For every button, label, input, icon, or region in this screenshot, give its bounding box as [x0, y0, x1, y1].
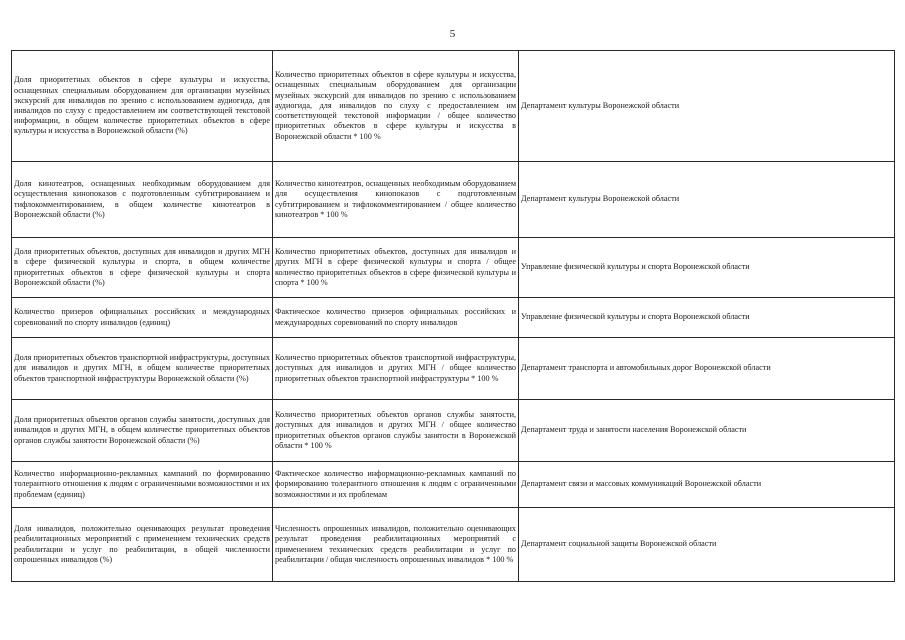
indicator-cell: Доля приоритетных объектов в сфере культуры и искусства, оснащенных специальным оборудованием для организации музейных экскурсий для инвалидов по зрению с использованием аудиогида, для инвалидов по слуху с предоставлением им соответствующей текстовой информации, в общем количестве приоритетных объектов в сфере культуры и искусства в Воронежской области (%)	[12, 51, 273, 162]
formula-cell: Количество приоритетных объектов органов службы занятости, доступных для инвалидов и других МГН / общее количество приоритетных объектов органов службы занятости в Воронежской области * 100 %	[273, 400, 519, 462]
indicator-cell: Доля кинотеатров, оснащенных необходимым оборудованием для осуществления кинопоказов с подготовленным субтитрированием и тифлокомментированием, в общем количестве кинотеатров в Воронежской области (%)	[12, 162, 273, 238]
responsible-cell: Департамент связи и массовых коммуникаций Воронежской области	[519, 462, 895, 508]
table-row	[12, 462, 895, 508]
table-row	[12, 51, 895, 162]
indicator-cell: Доля приоритетных объектов органов службы занятости, доступных для инвалидов и других МГН, в общем количестве приоритетных объектов органов службы занятости Воронежской области (%)	[12, 400, 273, 462]
responsible-cell: Департамент культуры Воронежской области	[519, 51, 895, 162]
formula-cell: Количество приоритетных объектов транспортной инфраструктуры, доступных для инвалидов и других МГН / общее количество приоритетных объектов транспортной инфраструктуры * 100 %	[273, 338, 519, 400]
responsible-cell: Управление физической культуры и спорта Воронежской области	[519, 238, 895, 298]
indicator-cell: Доля инвалидов, положительно оценивающих результат проведения реабилитационных мероприятий с применением технических средств реабилитации и услуг по реабилитации, в общей численности опрошенных инвалидов (%)	[12, 508, 273, 582]
formula-cell: Фактическое количество информационно-рекламных кампаний по формированию толерантного отношения к людям с ограниченными возможностями и их проблемам	[273, 462, 519, 508]
responsible-cell: Управление физической культуры и спорта Воронежской области	[519, 298, 895, 338]
formula-cell: Количество кинотеатров, оснащенных необходимым оборудованием для осуществления кинопоказов с подготовленным субтитрированием и тифлокомментированием / общее количество кинотеатров * 100 %	[273, 162, 519, 238]
indicator-cell: Доля приоритетных объектов транспортной инфраструктуры, доступных для инвалидов и других МГН, в общем количестве приоритетных объектов транспортной инфраструктуры Воронежской области (%)	[12, 338, 273, 400]
table-row	[12, 238, 895, 298]
responsible-cell: Департамент культуры Воронежской области	[519, 162, 895, 238]
indicator-cell: Доля приоритетных объектов, доступных для инвалидов и других МГН в сфере физической культуры и спорта, в общем количестве приоритетных объектов в сфере физической культуры и спорта Воронежской области (%)	[12, 238, 273, 298]
table-row	[12, 400, 895, 462]
indicator-cell: Количество призеров официальных российских и международных соревнований по спорту инвалидов (единиц)	[12, 298, 273, 338]
formula-cell: Численность опрошенных инвалидов, положительно оценивающих результат проведения реабилитационных мероприятий с применением технических средств реабилитации и услуг по реабилитации / общая численность опрошенных инвалидов * 100 %	[273, 508, 519, 582]
table-row	[12, 162, 895, 238]
formula-cell: Фактическое количество призеров официальных российских и международных соревнований по спорту инвалидов	[273, 298, 519, 338]
table-row	[12, 338, 895, 400]
responsible-cell: Департамент социальной защиты Воронежской области	[519, 508, 895, 582]
page-number: 5	[449, 28, 456, 40]
indicators-table	[11, 50, 895, 582]
table-row	[12, 508, 895, 582]
formula-cell: Количество приоритетных объектов в сфере культуры и искусства, оснащенных специальным оборудованием для организации музейных экскурсий для инвалидов по зрению с использованием аудиогида, для инвалидов по слуху с предоставлением им соответствующей текстовой информации / общее количество приоритетных объектов в сфере культуры и искусства в Воронежской области * 100 %	[273, 51, 519, 162]
responsible-cell: Департамент труда и занятости населения Воронежской области	[519, 400, 895, 462]
indicator-cell: Количество информационно-рекламных кампаний по формированию толерантного отношения к людям с ограниченными возможностями и их проблемам (единиц)	[12, 462, 273, 508]
formula-cell: Количество приоритетных объектов, доступных для инвалидов и других МГН в сфере физической культуры и спорта / общее количество приоритетных объектов в сфере физической культуры и спорта * 100 %	[273, 238, 519, 298]
table-row	[12, 298, 895, 338]
responsible-cell: Департамент транспорта и автомобильных дорог Воронежской области	[519, 338, 895, 400]
